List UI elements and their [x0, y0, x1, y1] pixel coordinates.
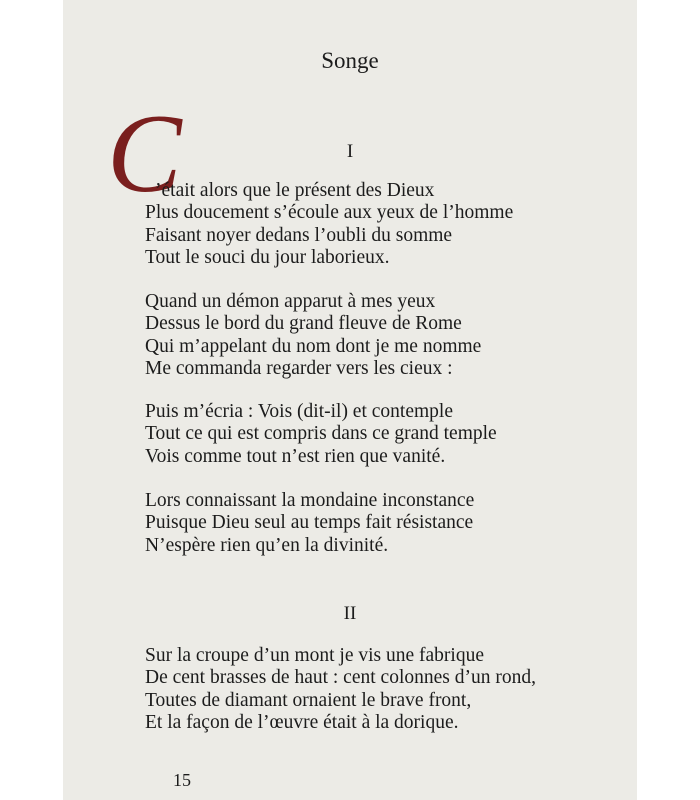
verse-line: Sur la croupe d’un mont je vis une fabrique	[145, 645, 484, 666]
verse-line: Lors connaissant la mondaine inconstance	[145, 490, 475, 511]
verse-line: De cent brasses de haut : cent colonnes d’un rond,	[145, 667, 536, 689]
stanza	[145, 401, 605, 468]
section-numeral-ii: II	[343, 603, 357, 624]
page-number: 15	[173, 770, 191, 790]
drop-cap-letter: C	[107, 92, 182, 216]
verse-line: Toutes de diamant ornaient le brave front,	[145, 689, 472, 711]
verse-line: Me commanda regarder vers les cieux :	[145, 358, 453, 380]
section-numeral-i: I	[346, 141, 354, 162]
stanza	[145, 180, 605, 270]
verse-line: Faisant noyer dedans l’oubli du somme	[145, 224, 453, 246]
verse-line: Qui m’appelant du nom dont je me nomme	[145, 335, 482, 357]
verse-line: Puis m’écria : Vois (dit-il) et contemple	[145, 401, 453, 422]
stanza	[145, 645, 605, 735]
verse-line: Puisque Dieu seul au temps fait résistance	[145, 512, 474, 534]
book-page	[63, 0, 637, 800]
verse-line: Plus doucement s’écoule aux yeux de l’homme	[145, 202, 514, 224]
verse-line: Vois comme tout n’est rien que vanité.	[145, 445, 446, 467]
verse-line: N’espère rien qu’en la divinité.	[145, 534, 389, 556]
stanza	[145, 291, 605, 381]
verse-line: Dessus le bord du grand fleuve de Rome	[145, 313, 462, 335]
verse-line: Tout ce qui est compris dans ce grand temple	[145, 423, 497, 445]
verse-line: ’était alors que le présent des Dieux	[155, 180, 435, 201]
verse-line: Quand un démon apparut à mes yeux	[145, 291, 436, 312]
stanza	[145, 490, 605, 557]
poem-title: Songe	[321, 48, 379, 73]
verse-line: Tout le souci du jour laborieux.	[145, 247, 390, 269]
verse-line: Et la façon de l’œuvre était à la dorique.	[145, 712, 459, 734]
